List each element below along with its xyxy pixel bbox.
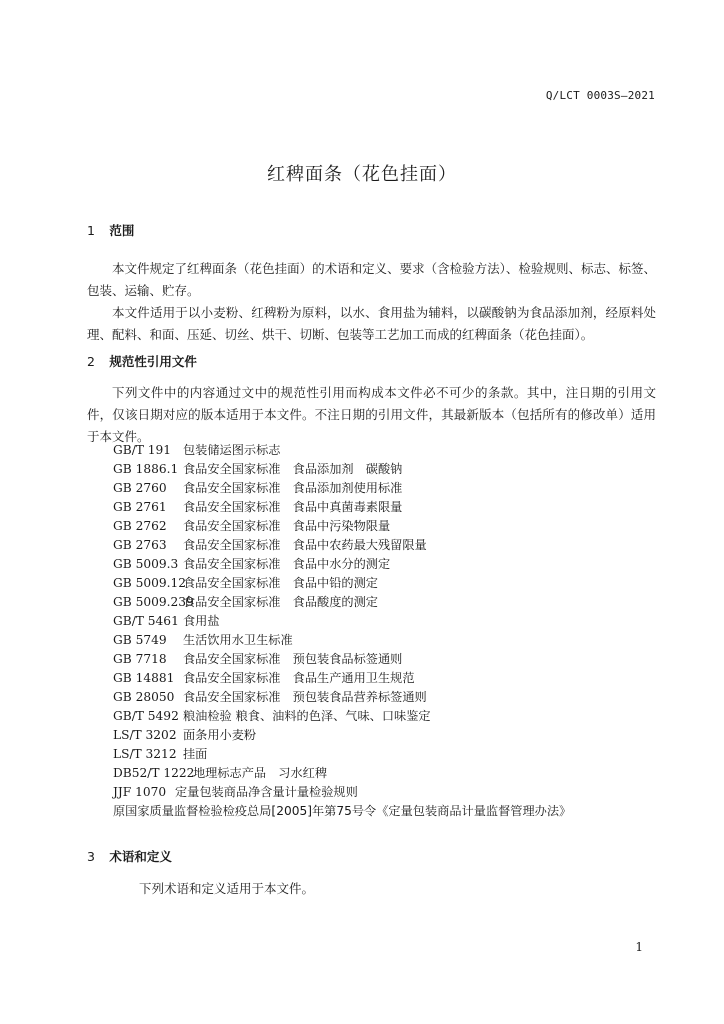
section-title: 术语和定义 xyxy=(109,849,172,864)
reference-title: 包装储运图示标志 xyxy=(183,443,281,457)
page-number: 1 xyxy=(635,940,643,954)
reference-item xyxy=(113,555,571,574)
reference-code: DB52/T 1222 xyxy=(113,766,195,780)
reference-title: 食品安全国家标准 食品酸度的测定 xyxy=(183,595,378,609)
reference-title: 食品安全国家标准 预包装食品营养标签通则 xyxy=(183,690,427,704)
reference-code: GB 2760 xyxy=(113,481,167,495)
reference-list xyxy=(113,441,571,821)
reference-item xyxy=(113,726,571,745)
section-number: 1 xyxy=(87,223,95,238)
scope-paragraph-2: 本文件适用于以小麦粉、红稗粉为原料，以水、食用盐为辅料，以碳酸钠为食品添加剂，经原料处理、配料、和面、压延、切丝、烘干、切断、包装等工艺加工而成的红稗面条（花色挂面）。 xyxy=(87,305,656,342)
reference-item xyxy=(113,593,571,612)
reference-code: GB 2762 xyxy=(113,519,167,533)
standard-code: Q/LCT 0003S—2021 xyxy=(545,89,655,102)
reference-title: 定量包装商品净含量计量检验规则 xyxy=(175,785,358,799)
reference-item xyxy=(113,802,571,821)
reference-item xyxy=(113,536,571,555)
reference-title: 地理标志产品 习水红稗 xyxy=(193,766,328,780)
reference-code: GB 1886.1 xyxy=(113,462,179,476)
reference-code: GB/T 191 xyxy=(113,443,172,457)
reference-code: GB 14881 xyxy=(113,671,175,685)
reference-item xyxy=(113,498,571,517)
reference-title: 食品安全国家标准 食品中真菌毒素限量 xyxy=(183,500,403,514)
reference-title: 食品安全国家标准 食品中农药最大残留限量 xyxy=(183,538,427,552)
section-heading-terms-definitions xyxy=(87,847,172,865)
reference-item xyxy=(113,460,571,479)
reference-title: 生活饮用水卫生标准 xyxy=(183,633,293,647)
reference-title: 食品安全国家标准 食品中铅的测定 xyxy=(183,576,378,590)
reference-code: GB 2763 xyxy=(113,538,167,552)
reference-title: 食品安全国家标准 预包装食品标签通则 xyxy=(183,652,403,666)
reference-item xyxy=(113,631,571,650)
section-heading-normative-references xyxy=(87,352,197,370)
reference-item xyxy=(113,650,571,669)
reference-item xyxy=(113,688,571,707)
references-intro-paragraph: 下列文件中的内容通过文中的规范性引用而构成本文件必不可少的条款。其中，注日期的引用文件，仅该日期对应的版本适用于本文件。不注日期的引用文件，其最新版本（包括所有的修改单）适用于本文件。 xyxy=(87,385,656,444)
reference-title: 食品安全国家标准 食品中污染物限量 xyxy=(183,519,391,533)
scope-paragraph-1: 本文件规定了红稗面条（花色挂面）的术语和定义、要求（含检验方法）、检验规则、标志、标签、包装、运输、贮存。 xyxy=(87,261,656,298)
reference-title: 挂面 xyxy=(183,747,208,761)
reference-item xyxy=(113,783,571,802)
terms-intro-paragraph: 下列术语和定义适用于本文件。 xyxy=(139,881,315,896)
reference-title: 食品安全国家标准 食品生产通用卫生规范 xyxy=(183,671,415,685)
reference-item xyxy=(113,745,571,764)
reference-title: 原国家质量监督检验检疫总局[2005]年第75号令《定量包装商品计量监督管理办法》 xyxy=(113,804,572,818)
reference-item xyxy=(113,764,571,783)
reference-code: GB 2761 xyxy=(113,500,167,514)
section-title: 规范性引用文件 xyxy=(109,354,197,369)
document-title: 红稗面条（花色挂面） xyxy=(267,164,457,185)
reference-code: GB/T 5461 xyxy=(113,614,179,628)
reference-code: GB 5749 xyxy=(113,633,167,647)
reference-code: GB 5009.3 xyxy=(113,557,179,571)
section-title: 范围 xyxy=(109,223,135,238)
reference-code: JJF 1070 xyxy=(113,785,167,799)
reference-title: 面条用小麦粉 xyxy=(183,728,257,742)
section-number: 2 xyxy=(87,354,95,369)
reference-title: 食用盐 xyxy=(183,614,220,628)
reference-item xyxy=(113,517,571,536)
reference-item xyxy=(113,707,571,726)
reference-code: GB 7718 xyxy=(113,652,167,666)
section-number: 3 xyxy=(87,849,95,864)
reference-item xyxy=(113,441,571,460)
reference-title: 食品安全国家标准 食品添加剂使用标准 xyxy=(183,481,403,495)
section-heading-scope xyxy=(87,221,134,239)
reference-title: 食品安全国家标准 食品中水分的测定 xyxy=(183,557,391,571)
reference-title: 粮油检验 粮食、油料的色泽、气味、口味鉴定 xyxy=(183,709,431,723)
reference-code: GB 28050 xyxy=(113,690,175,704)
reference-code: GB 5009.12 xyxy=(113,576,186,590)
reference-code: LS/T 3212 xyxy=(113,747,177,761)
reference-item xyxy=(113,574,571,593)
reference-item xyxy=(113,612,571,631)
reference-code: LS/T 3202 xyxy=(113,728,177,742)
reference-code: GB 5009.239 xyxy=(113,595,194,609)
reference-item xyxy=(113,669,571,688)
reference-title: 食品安全国家标准 食品添加剂 碳酸钠 xyxy=(183,462,403,476)
reference-code: GB/T 5492 xyxy=(113,709,179,723)
reference-item xyxy=(113,479,571,498)
